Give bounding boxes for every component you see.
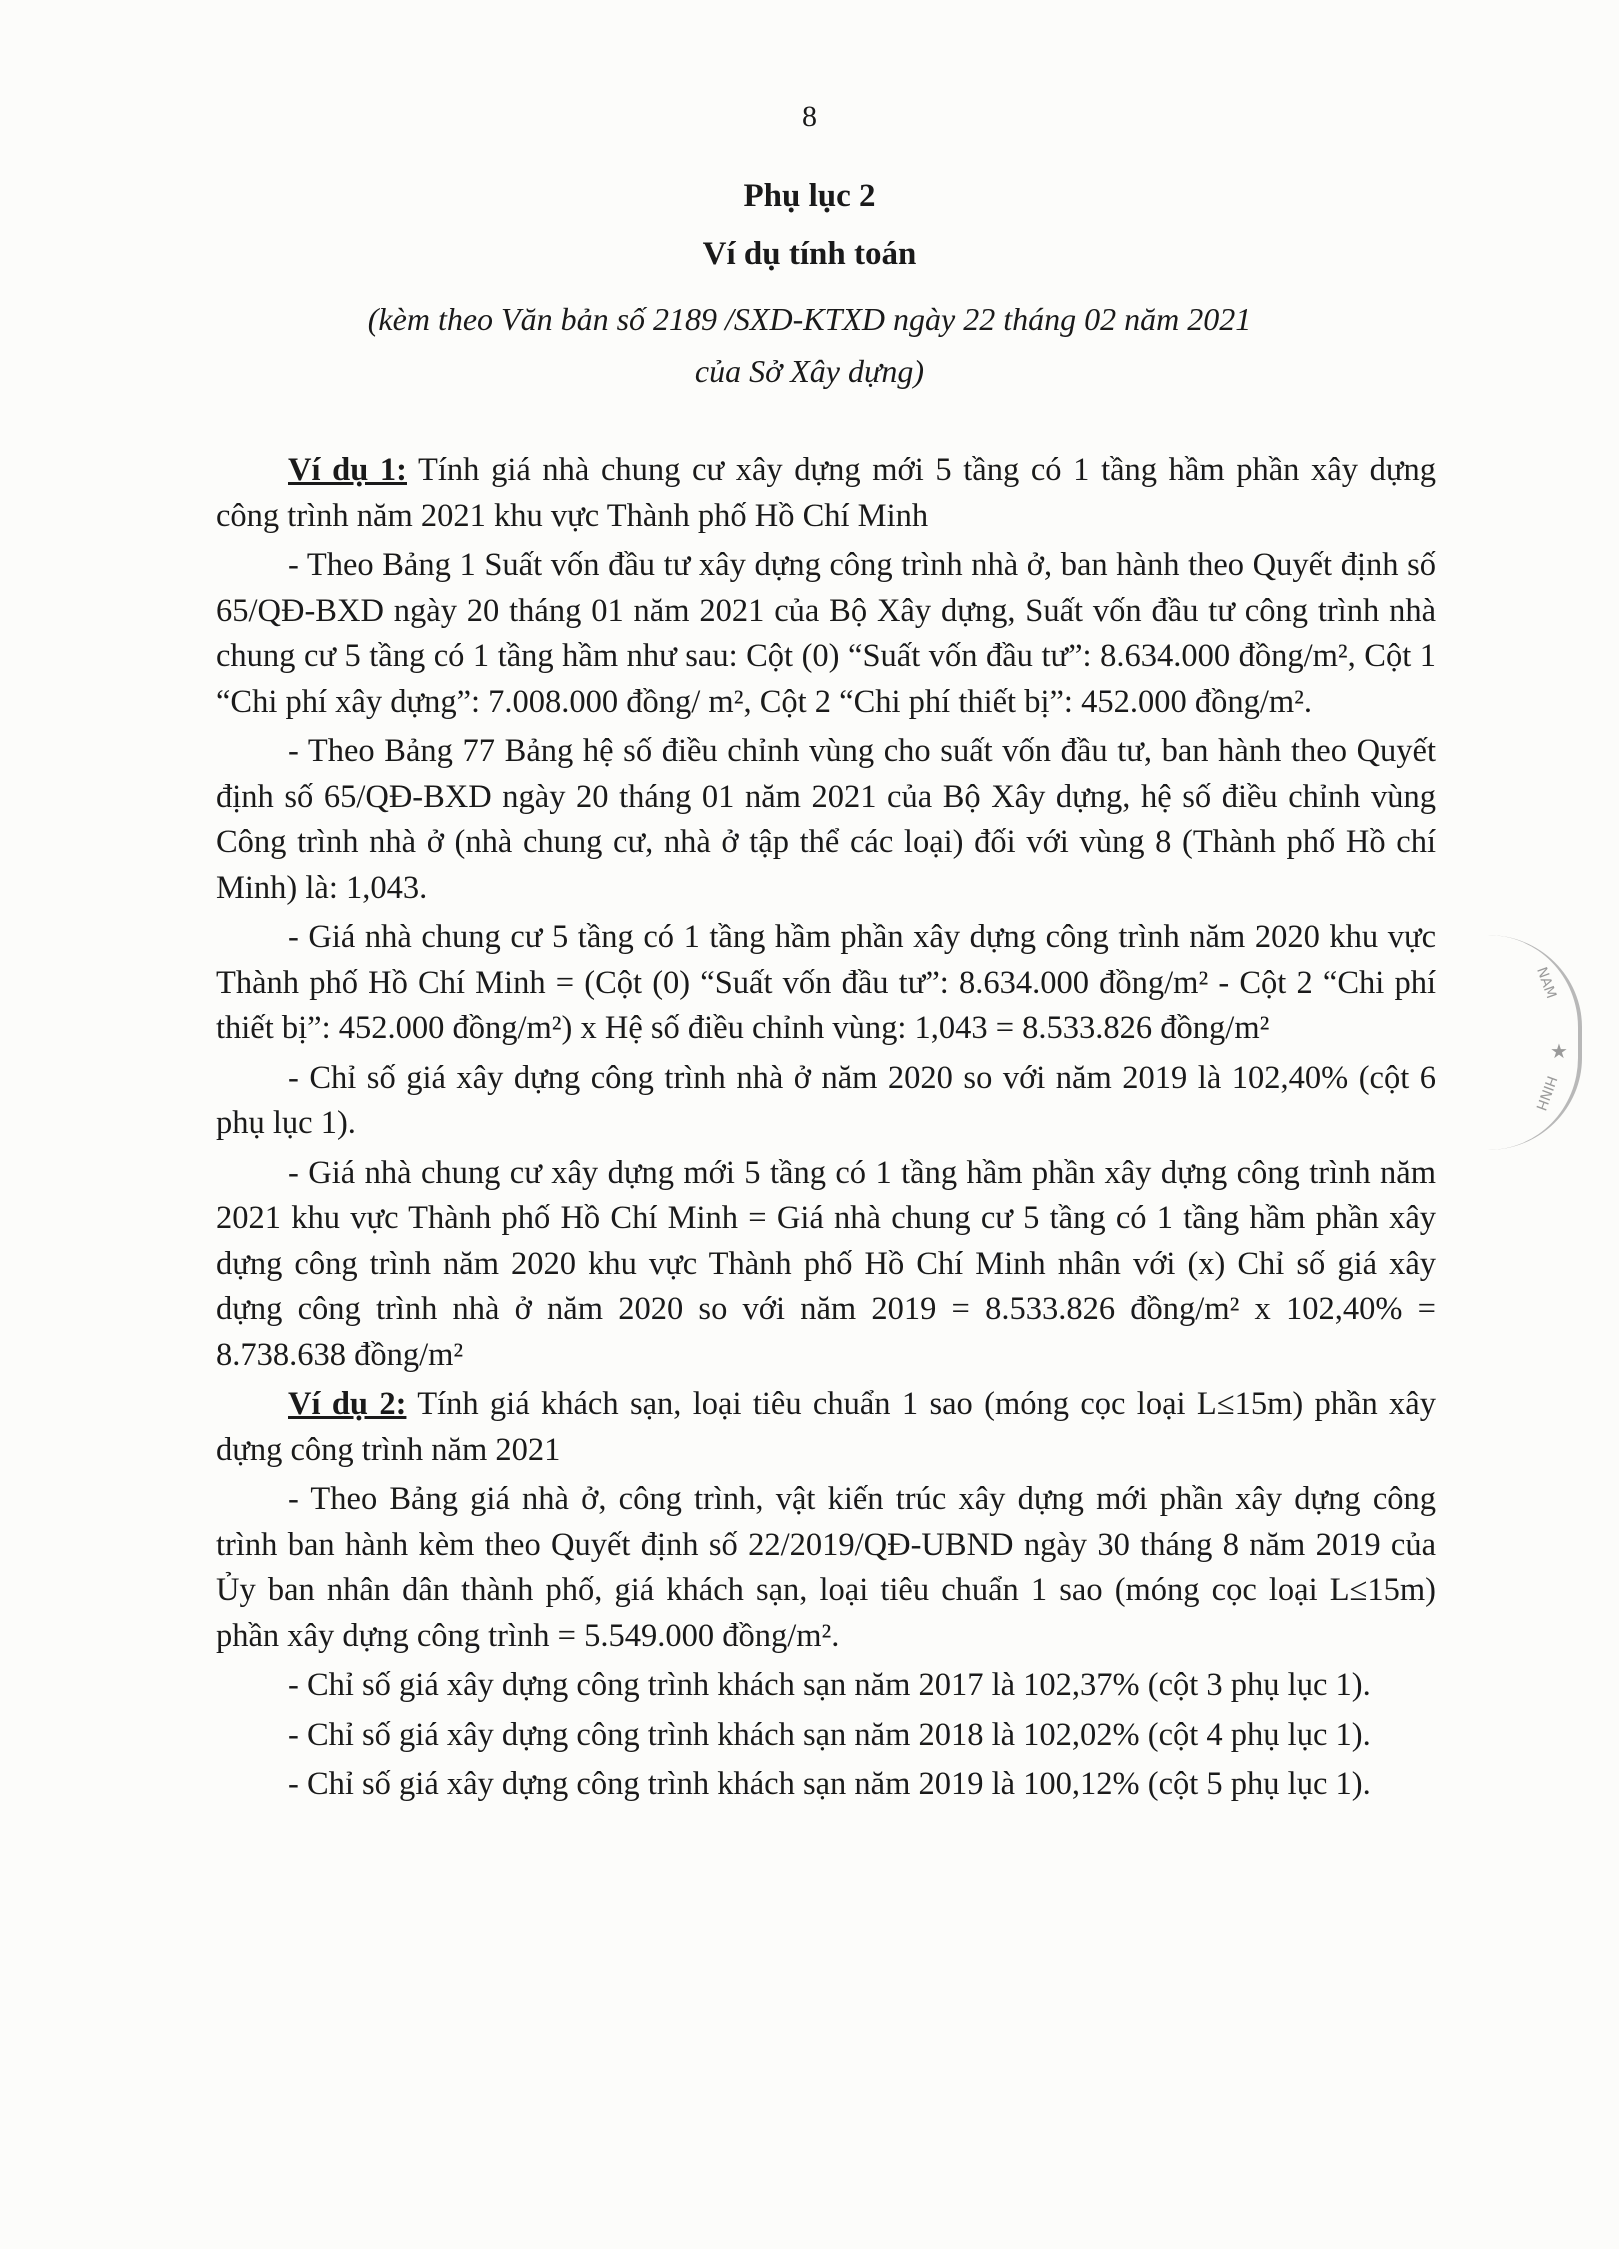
example-2-heading <box>216 1382 1436 1473</box>
example-1-title: Tính giá nhà chung cư xây dựng mới 5 tầng có 1 tầng hầm phần xây dựng công trình năm 2021 khu vực Thành phố Hồ Chí Minh <box>216 452 1436 534</box>
reference-line-2: của Sở Xây dựng) <box>694 353 925 389</box>
example-1-paragraph-5: - Giá nhà chung cư xây dựng mới 5 tầng có 1 tầng hầm phần xây dựng công trình năm 2021 khu vực Thành phố Hồ Chí Minh = Giá nhà chung cư 5 tầng có 1 tầng hầm phần xây dựng công trình năm 2020 khu vực Thành phố Hồ Chí Minh nhân với (x) Chỉ số giá xây dựng công trình nhà ở năm 2020 so với năm 2019 = 8.533.826 đồng/m² x 102,40% = 8.738.638 đồng/m² <box>216 1154 1436 1373</box>
page-number: 8 <box>802 100 817 133</box>
example-2-paragraph-4: - Chỉ số giá xây dựng công trình khách sạn năm 2019 là 100,12% (cột 5 phụ lục 1). <box>288 1766 1371 1802</box>
stamp-text-top: NAM <box>1533 965 1560 1001</box>
example-2-title: Tính giá khách sạn, loại tiêu chuẩn 1 sao (móng cọc loại L≤15m) phần xây dựng công trình năm 2021 <box>216 1386 1436 1468</box>
seal-stamp <box>1488 935 1582 1150</box>
appendix-reference <box>0 293 1619 397</box>
example-1-heading <box>216 448 1436 539</box>
example-1-label: Ví dụ 1: <box>288 452 407 488</box>
document-body <box>216 448 1436 1812</box>
example-1-paragraph-4: - Chỉ số giá xây dựng công trình nhà ở năm 2020 so với năm 2019 là 102,40% (cột 6 phụ lục 1). <box>216 1059 1436 1141</box>
example-2-paragraph-1: - Theo Bảng giá nhà ở, công trình, vật kiến trúc xây dựng mới phần xây dựng công trình ban hành kèm theo Quyết định số 22/2019/QĐ-UBND ngày 30 tháng 8 năm 2019 của Ủy ban nhân dân thành phố, giá khách sạn, loại tiêu chuẩn 1 sao (móng cọc loại L≤15m) phần xây dựng công trình = 5.549.000 đồng/m². <box>216 1481 1436 1654</box>
example-2-label: Ví dụ 2: <box>288 1386 407 1422</box>
example-1-paragraph-3: - Giá nhà chung cư 5 tầng có 1 tầng hầm phần xây dựng công trình năm 2020 khu vực Thành phố Hồ Chí Minh = (Cột (0) “Suất vốn đầu tư”: 8.634.000 đồng/m² - Cột 2 “Chi phí thiết bị”: 452.000 đồng/m²) x Hệ số điều chỉnh vùng: 1,043 = 8.533.826 đồng/m² <box>216 919 1436 1046</box>
stamp-text-bottom: HINH <box>1532 1073 1560 1113</box>
example-1-paragraph-2: - Theo Bảng 77 Bảng hệ số điều chỉnh vùng cho suất vốn đầu tư, ban hành theo Quyết định số 65/QĐ-BXD ngày 20 tháng 01 năm 2021 của Bộ Xây dựng, hệ số điều chỉnh vùng Công trình nhà ở (nhà chung cư, nhà ở tập thể các loại) đối với vùng 8 (Thành phố Hồ chí Minh) là: 1,043. <box>216 733 1436 906</box>
example-1-paragraph-1: - Theo Bảng 1 Suất vốn đầu tư xây dựng công trình nhà ở, ban hành theo Quyết định số 65/QĐ-BXD ngày 20 tháng 01 năm 2021 của Bộ Xây dựng, Suất vốn đầu tư công trình nhà chung cư 5 tầng có 1 tầng hầm như sau: Cột (0) “Suất vốn đầu tư”: 8.634.000 đồng/m², Cột 1 “Chi phí xây dựng”: 7.008.000 đồng/ m², Cột 2 “Chi phí thiết bị”: 452.000 đồng/m². <box>216 547 1436 720</box>
example-2-paragraph-2: - Chỉ số giá xây dựng công trình khách sạn năm 2017 là 102,37% (cột 3 phụ lục 1). <box>288 1667 1371 1703</box>
stamp-star-icon: ★ <box>1550 1039 1568 1063</box>
appendix-subtitle: Ví dụ tính toán <box>702 236 917 272</box>
appendix-title: Phụ lục 2 <box>743 178 876 214</box>
example-2-paragraph-3: - Chỉ số giá xây dựng công trình khách sạn năm 2018 là 102,02% (cột 4 phụ lục 1). <box>288 1716 1371 1753</box>
reference-line-1: (kèm theo Văn bản số 2189 /SXD-KTXD ngày 22 tháng 02 năm 2021 <box>367 301 1252 337</box>
